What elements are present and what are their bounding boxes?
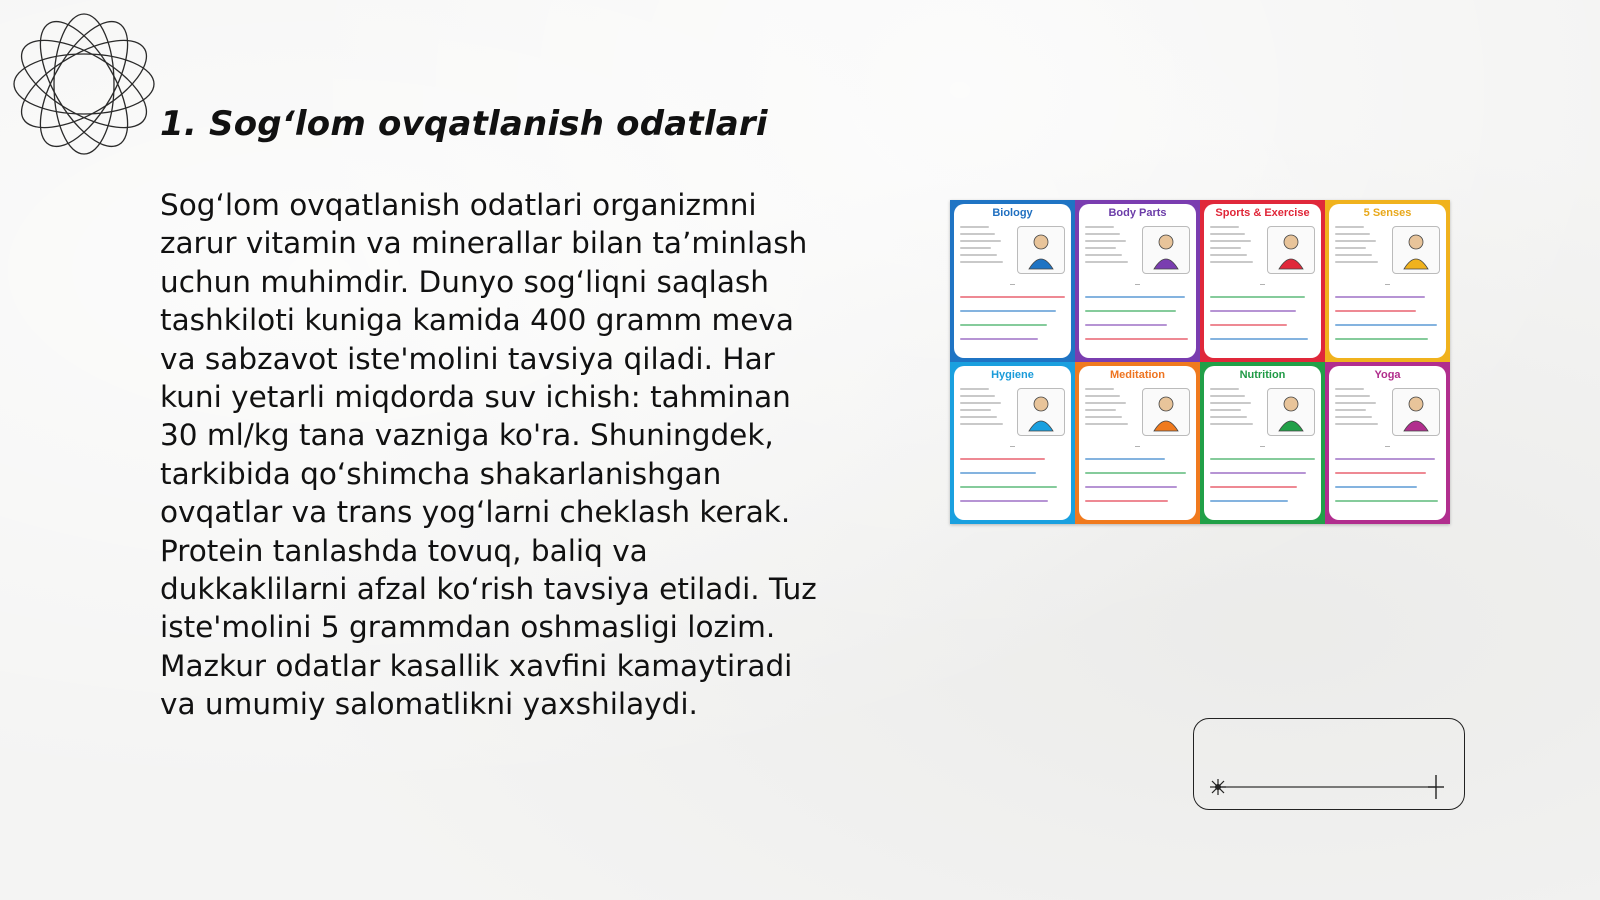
- poster-question-line: [1210, 458, 1315, 460]
- poster-question-line: [960, 324, 1047, 326]
- poster-sports-exercise: [1200, 200, 1325, 362]
- poster-hygiene: [950, 362, 1075, 524]
- poster-question-line: [1335, 296, 1425, 298]
- poster-word-list: [960, 388, 1008, 430]
- poster-illustration: [1017, 226, 1065, 274]
- poster-question-heading: —: [1010, 282, 1015, 288]
- poster-question-line: [1210, 500, 1288, 502]
- poster-illustration: [1142, 388, 1190, 436]
- poster-title: 5 Senses: [1363, 207, 1412, 219]
- poster-question-line: [1085, 472, 1186, 474]
- poster-word-list: [1335, 226, 1383, 268]
- poster-question-line: [960, 486, 1057, 488]
- poster-question-line: [1085, 324, 1167, 326]
- poster-question-line: [1210, 338, 1308, 340]
- poster-question-line: [1335, 458, 1435, 460]
- poster-question-line: [960, 338, 1038, 340]
- poster-word-list: [1210, 388, 1258, 430]
- poster-body-parts: [1075, 200, 1200, 362]
- timeline-card: [1193, 718, 1465, 810]
- poster-illustration: [1267, 388, 1315, 436]
- poster-title: Body Parts: [1108, 207, 1167, 219]
- poster-card: [1204, 204, 1321, 358]
- poster-question-line: [960, 458, 1045, 460]
- poster-question-heading: —: [1260, 282, 1265, 288]
- poster-question-line: [1210, 472, 1306, 474]
- poster-card: [1329, 204, 1446, 358]
- poster-nutrition: [1200, 362, 1325, 524]
- poster-question-line: [960, 310, 1056, 312]
- interlocking-rings-icon: [8, 8, 160, 160]
- poster-question-heading: —: [1135, 444, 1140, 450]
- poster-question-line: [1085, 296, 1185, 298]
- poster-illustration: [1392, 226, 1440, 274]
- poster-yoga: [1325, 362, 1450, 524]
- poster-question-heading: —: [1135, 282, 1140, 288]
- poster-question-line: [1335, 310, 1416, 312]
- poster-question-heading: —: [1385, 444, 1390, 450]
- poster-word-list: [1085, 226, 1133, 268]
- poster-word-list: [1335, 388, 1383, 430]
- poster-card: [954, 204, 1071, 358]
- poster-question-line: [1085, 500, 1168, 502]
- poster-title: Yoga: [1374, 369, 1401, 381]
- poster-question-line: [960, 472, 1036, 474]
- timeline-line-icon: [1194, 719, 1466, 811]
- poster-card: [1079, 366, 1196, 520]
- poster-question-line: [1085, 458, 1165, 460]
- poster-word-list: [1085, 388, 1133, 430]
- poster-question-heading: —: [1010, 444, 1015, 450]
- poster-illustration: [1392, 388, 1440, 436]
- slide-title: 1. Sog‘lom ovqatlanish odatlari: [160, 104, 768, 144]
- poster-question-line: [1210, 296, 1305, 298]
- poster-question-line: [1085, 310, 1176, 312]
- poster-title: Hygiene: [991, 369, 1034, 381]
- slide-body-text: Sog‘lom ovqatlanish odatlari organizmni zarur vitamin va minerallar bilan ta’minlash uchun muhimdir. Dunyo sog‘liqni saqlash tashkiloti kuniga kamida 400 gramm meva va sabzavot iste'molini tavsiya qiladi. Har kuni yetarli miqdorda suv ichish: tahminan 30 ml/kg tana vazniga ko'ra. Shuningdek, tarkibida qo‘shimcha shakarlanishgan ovqatlar va trans yog‘larni cheklash kerak. Protein tanlashda tovuq, baliq va dukkaklilarni afzal ko‘rish tavsiya etiladi. Tuz iste'molini 5 grammdan oshmasligi lozim. Mazkur odatlar kasallik xavfini kamaytiradi va umumiy salomatlikni yaxshilaydi.: [160, 188, 817, 722]
- poster-question-line: [960, 296, 1065, 298]
- poster-illustration: [1142, 226, 1190, 274]
- poster-question-line: [960, 500, 1048, 502]
- health-posters-image: [950, 200, 1450, 524]
- poster-word-list: [1210, 226, 1258, 268]
- poster-card: [1204, 366, 1321, 520]
- poster-question-line: [1335, 486, 1417, 488]
- poster-question-line: [1335, 500, 1438, 502]
- poster-question-line: [1210, 486, 1297, 488]
- poster-question-line: [1085, 486, 1177, 488]
- poster-title: Meditation: [1110, 369, 1165, 381]
- poster-biology: [950, 200, 1075, 362]
- poster-title: Biology: [992, 207, 1033, 219]
- poster-meditation: [1075, 362, 1200, 524]
- poster-question-line: [1210, 310, 1296, 312]
- poster-card: [1329, 366, 1446, 520]
- poster-question-line: [1335, 338, 1428, 340]
- poster-illustration: [1267, 226, 1315, 274]
- poster-question-line: [1210, 324, 1287, 326]
- poster-title: Nutrition: [1239, 369, 1286, 381]
- poster-question-heading: —: [1385, 282, 1390, 288]
- poster-question-line: [1335, 324, 1437, 326]
- poster-word-list: [960, 226, 1008, 268]
- poster-card: [1079, 204, 1196, 358]
- poster-title: Sports & Exercise: [1215, 207, 1310, 219]
- poster-illustration: [1017, 388, 1065, 436]
- poster-question-heading: —: [1260, 444, 1265, 450]
- poster-question-line: [1335, 472, 1426, 474]
- poster-question-line: [1085, 338, 1188, 340]
- poster-card: [954, 366, 1071, 520]
- poster-5-senses: [1325, 200, 1450, 362]
